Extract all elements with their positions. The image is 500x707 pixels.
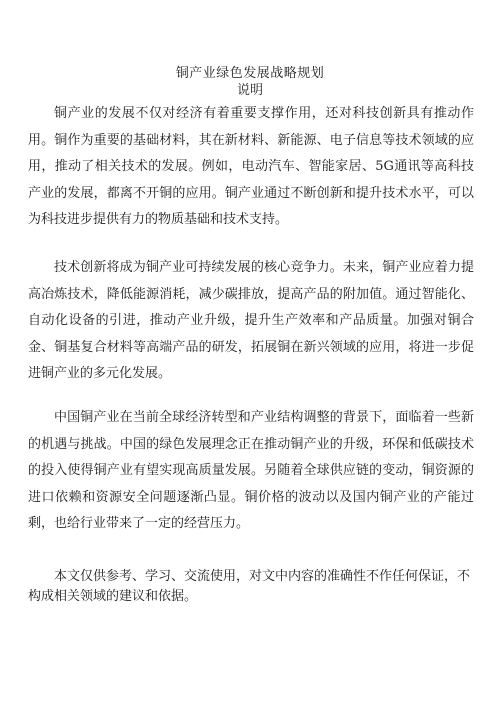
body-paragraph-1: 铜产业的发展不仅对经济有着重要支撑作用，还对科技创新具有推动作用。铜作为重要的基础材料，其在新材料、新能源、电子信息等技术领域的应用，推动了相关技术的发展。例如，电动汽车、智能家居、5G通讯等高科技产业的发展，都离不开铜的应用。铜产业通过不断创新和提升技术水平，可以为科技进步提供有力的物质基础和技术支持。 [28, 106, 474, 227]
disclaimer-note: 本文仅供参考、学习、交流使用，对文中内容的准确性不作任何保证，不构成相关领域的建议和依据。 [28, 569, 471, 604]
document-subtitle: 说明 [236, 83, 263, 98]
body-paragraph-2: 技术创新将成为铜产业可持续发展的核心竞争力。未来，铜产业应着力提高冶炼技术，降低能源消耗，减少碳排放，提高产品的附加值。通过智能化、自动化设备的引进，推动产业升级，提升生产效率和产品质量。加强对铜合金、铜基复合材料等高端产品的研发，拓展铜在新兴领域的应用，将进一步促进铜产业的多元化发展。 [28, 260, 474, 381]
document-title: 铜产业绿色发展战略规划 [175, 66, 325, 81]
body-paragraph-3: 中国铜产业在当前全球经济转型和产业结构调整的背景下，面临着一些新的机遇与挑战。中国的绿色发展理念正在推动铜产业的升级，环保和低碳技术的投入使得铜产业有望实现高质量发展。另随着全球供应链的变动，铜资源的进口依赖和资源安全问题逐渐凸显。铜价格的波动以及国内铜产业的产能过剩，也给行业带来了一定的经营压力。 [28, 410, 474, 531]
